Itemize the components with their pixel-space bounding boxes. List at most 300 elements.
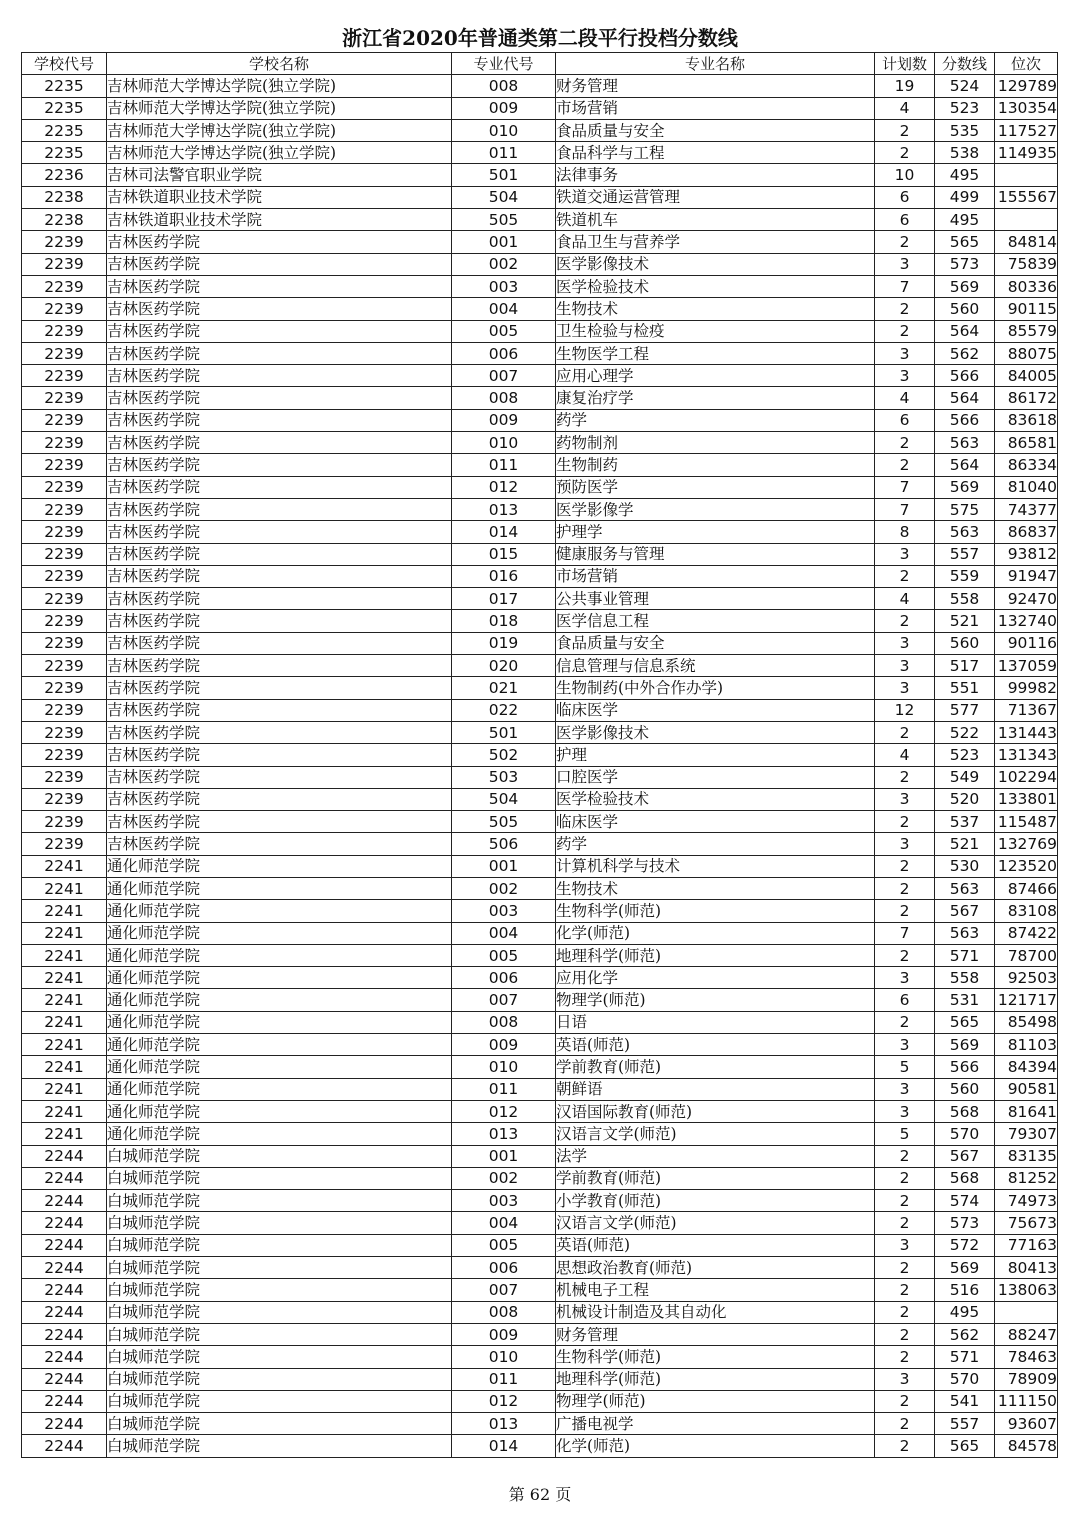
major-name-cell: 医学检验技术 [556, 275, 875, 297]
school-code-cell: 2239 [22, 811, 107, 833]
major-code-cell: 012 [452, 476, 556, 498]
plan-count-cell: 6 [875, 186, 935, 208]
score-line-cell: 557 [935, 1413, 995, 1435]
plan-count-cell: 12 [875, 699, 935, 721]
school-code-cell: 2244 [22, 1301, 107, 1323]
school-code-cell: 2244 [22, 1212, 107, 1234]
major-code-cell: 019 [452, 632, 556, 654]
school-code-cell: 2239 [22, 632, 107, 654]
table-row [22, 432, 1058, 454]
table-row [22, 186, 1058, 208]
school-code-cell: 2241 [22, 1100, 107, 1122]
major-code-cell: 502 [452, 744, 556, 766]
school-code-cell: 2244 [22, 1323, 107, 1345]
table-row [22, 721, 1058, 743]
school-name-cell: 白城师范学院 [107, 1390, 452, 1412]
table-row [22, 1123, 1058, 1145]
school-name-cell: 通化师范学院 [107, 967, 452, 989]
table-body [22, 75, 1058, 1457]
major-name-cell: 法律事务 [556, 164, 875, 186]
major-code-cell: 503 [452, 766, 556, 788]
major-code-cell: 014 [452, 521, 556, 543]
major-name-cell: 市场营销 [556, 565, 875, 587]
school-code-cell: 2244 [22, 1145, 107, 1167]
header-major-code: 专业代号 [452, 53, 556, 75]
score-line-cell: 530 [935, 855, 995, 877]
score-line-cell: 537 [935, 811, 995, 833]
plan-count-cell: 2 [875, 900, 935, 922]
school-name-cell: 吉林医药学院 [107, 253, 452, 275]
score-line-cell: 531 [935, 989, 995, 1011]
major-code-cell: 009 [452, 1323, 556, 1345]
major-code-cell: 013 [452, 1413, 556, 1435]
score-line-cell: 560 [935, 1078, 995, 1100]
plan-count-cell: 7 [875, 498, 935, 520]
school-code-cell: 2241 [22, 922, 107, 944]
rank-cell: 133801 [995, 788, 1058, 810]
major-code-cell: 505 [452, 811, 556, 833]
plan-count-cell: 2 [875, 1011, 935, 1033]
table-row [22, 476, 1058, 498]
major-name-cell: 化学(师范) [556, 1435, 875, 1457]
table-row [22, 1301, 1058, 1323]
school-name-cell: 白城师范学院 [107, 1413, 452, 1435]
school-name-cell: 吉林医药学院 [107, 298, 452, 320]
rank-cell: 78909 [995, 1368, 1058, 1390]
school-name-cell: 吉林医药学院 [107, 677, 452, 699]
plan-count-cell: 10 [875, 164, 935, 186]
plan-count-cell: 2 [875, 1323, 935, 1345]
major-name-cell: 健康服务与管理 [556, 543, 875, 565]
plan-count-cell: 3 [875, 1078, 935, 1100]
score-line-cell: 562 [935, 342, 995, 364]
table-row [22, 75, 1058, 97]
school-name-cell: 吉林医药学院 [107, 565, 452, 587]
score-line-cell: 565 [935, 231, 995, 253]
school-code-cell: 2239 [22, 320, 107, 342]
school-name-cell: 通化师范学院 [107, 1100, 452, 1122]
score-line-cell: 569 [935, 1257, 995, 1279]
table-row [22, 833, 1058, 855]
page-number: 第 62 页 [508, 1485, 572, 1504]
plan-count-cell: 3 [875, 655, 935, 677]
score-line-cell: 577 [935, 699, 995, 721]
table-row [22, 1100, 1058, 1122]
plan-count-cell: 2 [875, 610, 935, 632]
plan-count-cell: 7 [875, 275, 935, 297]
major-code-cell: 014 [452, 1435, 556, 1457]
plan-count-cell: 2 [875, 1257, 935, 1279]
major-code-cell: 005 [452, 944, 556, 966]
school-name-cell: 吉林医药学院 [107, 721, 452, 743]
school-code-cell: 2241 [22, 900, 107, 922]
rank-cell: 86581 [995, 432, 1058, 454]
score-line-cell: 517 [935, 655, 995, 677]
plan-count-cell: 2 [875, 1413, 935, 1435]
plan-count-cell: 4 [875, 97, 935, 119]
major-code-cell: 002 [452, 1167, 556, 1189]
table-row [22, 543, 1058, 565]
major-name-cell: 生物技术 [556, 877, 875, 899]
major-code-cell: 001 [452, 855, 556, 877]
rank-cell: 75673 [995, 1212, 1058, 1234]
score-line-cell: 564 [935, 320, 995, 342]
score-line-cell: 573 [935, 253, 995, 275]
school-name-cell: 吉林医药学院 [107, 811, 452, 833]
plan-count-cell: 4 [875, 744, 935, 766]
plan-count-cell: 4 [875, 588, 935, 610]
school-name-cell: 吉林师范大学博达学院(独立学院) [107, 119, 452, 141]
score-line-cell: 567 [935, 1145, 995, 1167]
major-name-cell: 食品质量与安全 [556, 632, 875, 654]
major-name-cell: 小学教育(师范) [556, 1190, 875, 1212]
rank-cell: 83618 [995, 409, 1058, 431]
major-code-cell: 501 [452, 164, 556, 186]
rank-cell: 155567 [995, 186, 1058, 208]
table-row [22, 655, 1058, 677]
major-code-cell: 012 [452, 1390, 556, 1412]
table-row [22, 164, 1058, 186]
school-name-cell: 吉林师范大学博达学院(独立学院) [107, 142, 452, 164]
school-code-cell: 2244 [22, 1368, 107, 1390]
major-code-cell: 011 [452, 454, 556, 476]
major-name-cell: 药学 [556, 833, 875, 855]
rank-cell: 114935 [995, 142, 1058, 164]
plan-count-cell: 6 [875, 989, 935, 1011]
major-name-cell: 医学信息工程 [556, 610, 875, 632]
major-code-cell: 020 [452, 655, 556, 677]
school-code-cell: 2238 [22, 186, 107, 208]
plan-count-cell: 19 [875, 75, 935, 97]
plan-count-cell: 6 [875, 409, 935, 431]
school-code-cell: 2236 [22, 164, 107, 186]
major-name-cell: 食品卫生与营养学 [556, 231, 875, 253]
school-code-cell: 2239 [22, 298, 107, 320]
major-code-cell: 011 [452, 1368, 556, 1390]
major-code-cell: 007 [452, 989, 556, 1011]
plan-count-cell: 3 [875, 1234, 935, 1256]
major-name-cell: 药学 [556, 409, 875, 431]
rank-cell: 78463 [995, 1346, 1058, 1368]
school-code-cell: 2239 [22, 788, 107, 810]
table-row [22, 588, 1058, 610]
school-name-cell: 白城师范学院 [107, 1368, 452, 1390]
score-line-cell: 570 [935, 1368, 995, 1390]
major-name-cell: 学前教育(师范) [556, 1167, 875, 1189]
school-name-cell: 吉林医药学院 [107, 231, 452, 253]
score-line-cell: 567 [935, 900, 995, 922]
major-name-cell: 生物制药(中外合作办学) [556, 677, 875, 699]
table-row [22, 231, 1058, 253]
table-row [22, 498, 1058, 520]
score-line-cell: 495 [935, 1301, 995, 1323]
score-line-cell: 575 [935, 498, 995, 520]
school-code-cell: 2239 [22, 498, 107, 520]
score-line-cell: 549 [935, 766, 995, 788]
major-code-cell: 506 [452, 833, 556, 855]
rank-cell: 93607 [995, 1413, 1058, 1435]
score-line-cell: 568 [935, 1167, 995, 1189]
school-code-cell: 2244 [22, 1190, 107, 1212]
major-code-cell: 010 [452, 1346, 556, 1368]
score-line-cell: 523 [935, 744, 995, 766]
school-name-cell: 吉林医药学院 [107, 699, 452, 721]
major-name-cell: 医学影像技术 [556, 253, 875, 275]
major-code-cell: 008 [452, 75, 556, 97]
score-line-cell: 566 [935, 365, 995, 387]
rank-cell: 86334 [995, 454, 1058, 476]
major-code-cell: 008 [452, 1301, 556, 1323]
school-code-cell: 2238 [22, 209, 107, 231]
school-name-cell: 通化师范学院 [107, 1056, 452, 1078]
rank-cell: 86837 [995, 521, 1058, 543]
rank-cell [995, 209, 1058, 231]
major-name-cell: 食品科学与工程 [556, 142, 875, 164]
school-name-cell: 吉林医药学院 [107, 409, 452, 431]
plan-count-cell: 2 [875, 1346, 935, 1368]
plan-count-cell: 2 [875, 1212, 935, 1234]
major-code-cell: 021 [452, 677, 556, 699]
major-code-cell: 016 [452, 565, 556, 587]
school-name-cell: 吉林医药学院 [107, 498, 452, 520]
score-line-cell: 538 [935, 142, 995, 164]
major-name-cell: 公共事业管理 [556, 588, 875, 610]
major-name-cell: 应用化学 [556, 967, 875, 989]
major-code-cell: 005 [452, 320, 556, 342]
header-major-name: 专业名称 [556, 53, 875, 75]
school-name-cell: 吉林医药学院 [107, 454, 452, 476]
school-name-cell: 吉林司法警官职业学院 [107, 164, 452, 186]
score-line-cell: 521 [935, 610, 995, 632]
school-code-cell: 2235 [22, 75, 107, 97]
rank-cell: 90581 [995, 1078, 1058, 1100]
rank-cell: 81641 [995, 1100, 1058, 1122]
score-line-cell: 551 [935, 677, 995, 699]
school-name-cell: 白城师范学院 [107, 1323, 452, 1345]
school-code-cell: 2239 [22, 565, 107, 587]
table-row [22, 521, 1058, 543]
major-name-cell: 生物技术 [556, 298, 875, 320]
major-code-cell: 018 [452, 610, 556, 632]
plan-count-cell: 7 [875, 476, 935, 498]
table-row [22, 365, 1058, 387]
rank-cell: 131343 [995, 744, 1058, 766]
major-code-cell: 004 [452, 1212, 556, 1234]
plan-count-cell: 2 [875, 1279, 935, 1301]
major-name-cell: 生物制药 [556, 454, 875, 476]
score-line-cell: 569 [935, 1034, 995, 1056]
major-code-cell: 009 [452, 1034, 556, 1056]
score-line-cell: 523 [935, 97, 995, 119]
score-line-cell: 569 [935, 476, 995, 498]
score-line-cell: 560 [935, 632, 995, 654]
rank-cell: 90116 [995, 632, 1058, 654]
header-score-line: 分数线 [935, 53, 995, 75]
school-code-cell: 2239 [22, 253, 107, 275]
score-line-cell: 571 [935, 1346, 995, 1368]
rank-cell: 74973 [995, 1190, 1058, 1212]
major-name-cell: 法学 [556, 1145, 875, 1167]
school-name-cell: 白城师范学院 [107, 1234, 452, 1256]
rank-cell: 77163 [995, 1234, 1058, 1256]
school-code-cell: 2239 [22, 231, 107, 253]
major-code-cell: 013 [452, 1123, 556, 1145]
rank-cell: 92470 [995, 588, 1058, 610]
score-line-cell: 559 [935, 565, 995, 587]
major-name-cell: 物理学(师范) [556, 1390, 875, 1412]
score-line-cell: 569 [935, 275, 995, 297]
rank-cell: 102294 [995, 766, 1058, 788]
plan-count-cell: 3 [875, 788, 935, 810]
plan-count-cell: 3 [875, 543, 935, 565]
table-row [22, 922, 1058, 944]
major-code-cell: 001 [452, 1145, 556, 1167]
school-code-cell: 2244 [22, 1435, 107, 1457]
plan-count-cell: 2 [875, 565, 935, 587]
major-name-cell: 市场营销 [556, 97, 875, 119]
major-name-cell: 思想政治教育(师范) [556, 1257, 875, 1279]
school-name-cell: 吉林师范大学博达学院(独立学院) [107, 97, 452, 119]
plan-count-cell: 3 [875, 1100, 935, 1122]
major-name-cell: 医学影像学 [556, 498, 875, 520]
plan-count-cell: 2 [875, 1145, 935, 1167]
school-name-cell: 吉林医药学院 [107, 833, 452, 855]
table-row [22, 744, 1058, 766]
school-code-cell: 2244 [22, 1257, 107, 1279]
major-code-cell: 007 [452, 365, 556, 387]
major-code-cell: 013 [452, 498, 556, 520]
school-name-cell: 通化师范学院 [107, 1123, 452, 1145]
school-code-cell: 2239 [22, 655, 107, 677]
score-line-cell: 558 [935, 588, 995, 610]
major-name-cell: 信息管理与信息系统 [556, 655, 875, 677]
school-code-cell: 2244 [22, 1167, 107, 1189]
rank-cell [995, 164, 1058, 186]
plan-count-cell: 2 [875, 1167, 935, 1189]
school-code-cell: 2239 [22, 744, 107, 766]
major-name-cell: 医学检验技术 [556, 788, 875, 810]
school-name-cell: 白城师范学院 [107, 1435, 452, 1457]
plan-count-cell: 2 [875, 1390, 935, 1412]
header-plan-count: 计划数 [875, 53, 935, 75]
rank-cell: 81252 [995, 1167, 1058, 1189]
major-code-cell: 003 [452, 275, 556, 297]
school-code-cell: 2239 [22, 588, 107, 610]
major-name-cell: 地理科学(师范) [556, 1368, 875, 1390]
major-code-cell: 008 [452, 387, 556, 409]
major-code-cell: 009 [452, 409, 556, 431]
score-line-cell: 563 [935, 432, 995, 454]
score-line-cell: 541 [935, 1390, 995, 1412]
school-name-cell: 通化师范学院 [107, 855, 452, 877]
major-name-cell: 卫生检验与检疫 [556, 320, 875, 342]
school-code-cell: 2239 [22, 476, 107, 498]
rank-cell: 86172 [995, 387, 1058, 409]
major-code-cell: 008 [452, 1011, 556, 1033]
major-name-cell: 生物科学(师范) [556, 1346, 875, 1368]
school-name-cell: 白城师范学院 [107, 1167, 452, 1189]
school-code-cell: 2241 [22, 1056, 107, 1078]
score-line-cell: 560 [935, 298, 995, 320]
major-name-cell: 应用心理学 [556, 365, 875, 387]
table-row [22, 632, 1058, 654]
major-name-cell: 铁道交通运营管理 [556, 186, 875, 208]
header-school-code: 学校代号 [22, 53, 107, 75]
school-code-cell: 2244 [22, 1234, 107, 1256]
major-code-cell: 006 [452, 342, 556, 364]
score-line-cell: 535 [935, 119, 995, 141]
major-code-cell: 004 [452, 922, 556, 944]
school-code-cell: 2239 [22, 833, 107, 855]
score-line-cell: 563 [935, 521, 995, 543]
major-code-cell: 505 [452, 209, 556, 231]
rank-cell: 80336 [995, 275, 1058, 297]
rank-cell: 93812 [995, 543, 1058, 565]
rank-cell: 99982 [995, 677, 1058, 699]
school-code-cell: 2241 [22, 877, 107, 899]
table-row [22, 1413, 1058, 1435]
table-row [22, 877, 1058, 899]
school-code-cell: 2241 [22, 1011, 107, 1033]
rank-cell: 88247 [995, 1323, 1058, 1345]
table-row [22, 209, 1058, 231]
table-row [22, 1323, 1058, 1345]
major-name-cell: 机械电子工程 [556, 1279, 875, 1301]
school-code-cell: 2235 [22, 97, 107, 119]
major-code-cell: 005 [452, 1234, 556, 1256]
plan-count-cell: 3 [875, 632, 935, 654]
table-row [22, 1011, 1058, 1033]
school-name-cell: 吉林医药学院 [107, 476, 452, 498]
table-row [22, 1167, 1058, 1189]
major-name-cell: 生物科学(师范) [556, 900, 875, 922]
school-name-cell: 吉林医药学院 [107, 365, 452, 387]
table-row [22, 1234, 1058, 1256]
table-row [22, 677, 1058, 699]
table-row [22, 1435, 1058, 1457]
rank-cell: 84578 [995, 1435, 1058, 1457]
table-row [22, 1212, 1058, 1234]
school-code-cell: 2235 [22, 142, 107, 164]
score-line-cell: 566 [935, 409, 995, 431]
rank-cell: 132740 [995, 610, 1058, 632]
school-code-cell: 2241 [22, 944, 107, 966]
plan-count-cell: 3 [875, 1034, 935, 1056]
plan-count-cell: 2 [875, 320, 935, 342]
major-name-cell: 英语(师范) [556, 1034, 875, 1056]
rank-cell: 85579 [995, 320, 1058, 342]
rank-cell: 83135 [995, 1145, 1058, 1167]
school-name-cell: 吉林医药学院 [107, 387, 452, 409]
score-line-cell: 563 [935, 877, 995, 899]
rank-cell: 87422 [995, 922, 1058, 944]
score-line-cell: 520 [935, 788, 995, 810]
major-name-cell: 护理 [556, 744, 875, 766]
table-row [22, 967, 1058, 989]
major-name-cell: 护理学 [556, 521, 875, 543]
major-code-cell: 504 [452, 186, 556, 208]
major-code-cell: 003 [452, 1190, 556, 1212]
school-name-cell: 通化师范学院 [107, 877, 452, 899]
major-code-cell: 004 [452, 298, 556, 320]
rank-cell: 75839 [995, 253, 1058, 275]
school-code-cell: 2241 [22, 1078, 107, 1100]
table-row [22, 565, 1058, 587]
plan-count-cell: 3 [875, 365, 935, 387]
school-code-cell: 2239 [22, 610, 107, 632]
plan-count-cell: 2 [875, 298, 935, 320]
rank-cell: 138063 [995, 1279, 1058, 1301]
